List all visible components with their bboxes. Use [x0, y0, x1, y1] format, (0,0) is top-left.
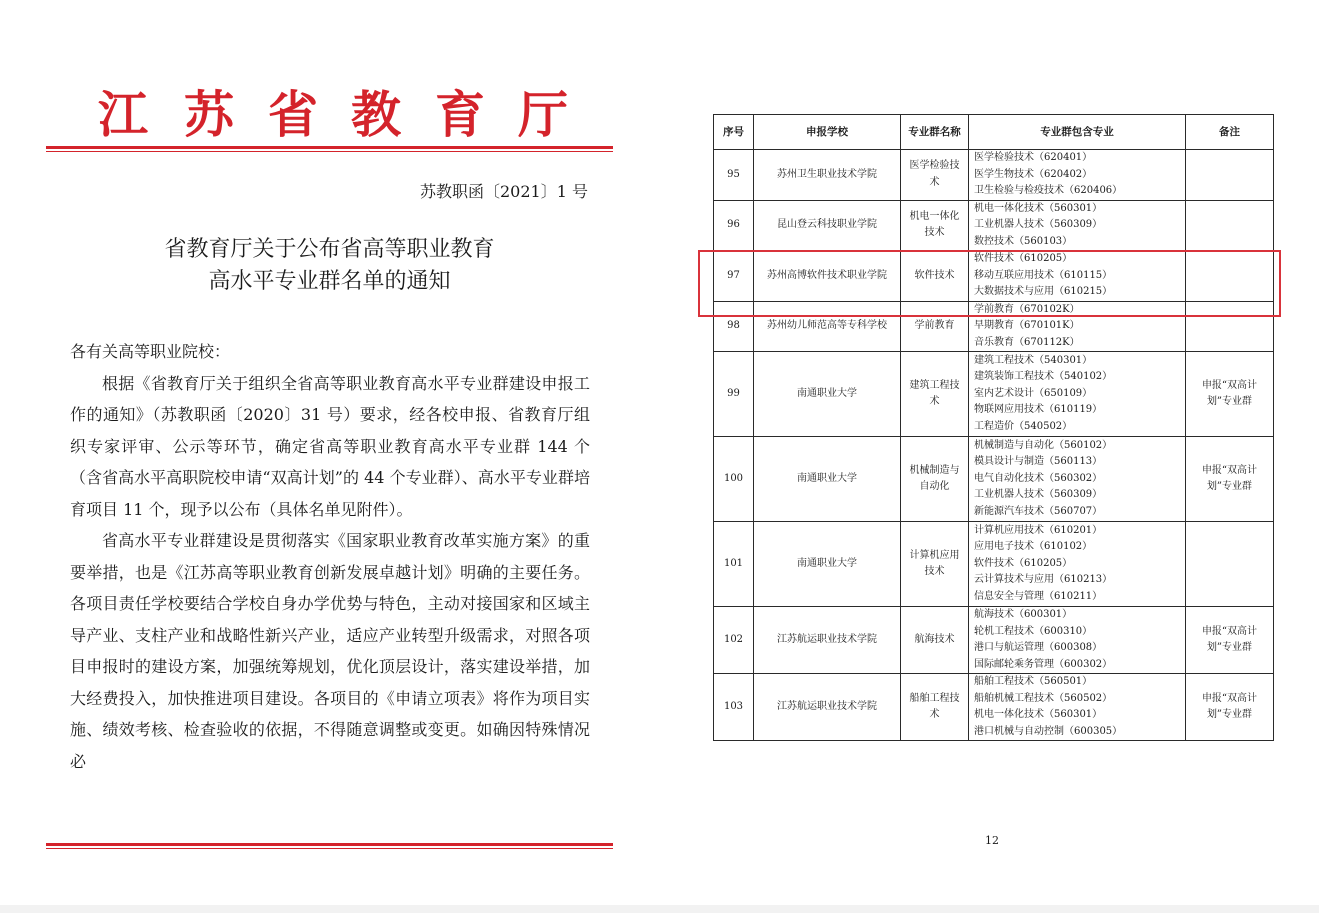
major-item: 港口机械与自动控制（600305）	[974, 725, 1123, 737]
letterhead-rule-thick	[46, 146, 613, 149]
note-cell: 申报“双高计划”专业群	[1186, 607, 1274, 674]
note-cell: 申报“双高计划”专业群	[1186, 352, 1274, 437]
major-item: 医学生物技术（620402）	[974, 168, 1093, 180]
group-name-cell: 船舶工程技术	[901, 674, 969, 741]
school-cell: 南通职业大学	[754, 352, 901, 437]
school-cell: 昆山登云科技职业学院	[754, 200, 901, 251]
specialty-group-table	[713, 114, 1274, 741]
note-cell	[1186, 522, 1274, 607]
major-item: 大数据技术与应用（610215）	[974, 286, 1113, 297]
letterhead-char: 教	[351, 85, 401, 144]
group-name-cell: 医学检验技术	[901, 150, 969, 201]
majors-cell	[969, 352, 1186, 437]
document-title	[46, 234, 613, 298]
major-item: 轮机工程技术（600310）	[974, 625, 1093, 637]
major-item: 港口与航运管理（600308）	[974, 642, 1103, 653]
group-name-cell: 建筑工程技术	[901, 352, 969, 437]
school-cell: 南通职业大学	[754, 522, 901, 607]
header-cell: 专业群包含专业	[969, 115, 1186, 150]
table-header-row	[714, 115, 1274, 150]
table-row	[714, 150, 1274, 201]
letterhead-rule-thin	[46, 151, 613, 152]
header-cell: 专业群名称	[901, 115, 969, 150]
table-body	[714, 150, 1274, 741]
major-item: 数控技术（560103）	[974, 235, 1073, 247]
document-number: 苏教职函〔2021〕1 号	[420, 182, 588, 201]
note-cell: 申报“双高计划”专业群	[1186, 674, 1274, 741]
header-cell: 序号	[714, 115, 754, 150]
note-cell: 申报“双高计划”专业群	[1186, 437, 1274, 522]
major-item: 音乐教育（670112K）	[974, 336, 1080, 348]
school-cell: 苏州幼儿师范高等专科学校	[754, 301, 901, 352]
salutation: 各有关高等职业院校：	[70, 342, 231, 361]
major-item: 医学检验技术（620401）	[974, 152, 1093, 163]
group-name-cell: 机电一体化技术	[901, 200, 969, 251]
row-number-cell: 102	[714, 607, 754, 674]
major-item: 软件技术（610205）	[974, 557, 1073, 569]
major-item: 航海技术（600301）	[974, 609, 1073, 620]
major-item: 模具设计与制造（560113）	[974, 456, 1103, 468]
table-row	[714, 674, 1274, 741]
row-number-cell: 100	[714, 437, 754, 522]
majors-cell	[969, 522, 1186, 607]
major-item: 早期教育（670101K）	[974, 320, 1080, 331]
footer-rule-thin	[46, 848, 613, 849]
header-cell: 申报学校	[754, 115, 901, 150]
major-item: 工业机器人技术（560309）	[974, 489, 1103, 501]
row-number-cell: 95	[714, 150, 754, 201]
major-item: 信息安全与管理（610211）	[974, 590, 1103, 602]
major-item: 移动互联应用技术（610115）	[974, 269, 1113, 281]
major-item: 国际邮轮乘务管理（600302）	[974, 658, 1113, 670]
major-item: 物联网应用技术（610119）	[974, 404, 1103, 416]
footer-rule-thick	[46, 843, 613, 846]
body-paragraph: 省高水平专业群建设是贯彻落实《国家职业教育改革实施方案》的重要举措，也是《江苏高等职业教育创新发展卓越计划》明确的主要任务。各项目责任学校要结合学校自身办学优势与特色，主动对接国家和区域主导产业、支柱产业和战略性新兴产业，适应产业转型升级需求，对照各项目申报时的建设方案，加强统筹规划，优化顶层设计，落实建设举措，加大经费投入，加快推进项目建设。各项目的《申请立项表》将作为项目实施、绩效考核、检查验收的依据，不得随意调整或变更。如确因特殊情况必	[70, 531, 590, 771]
table-row	[714, 522, 1274, 607]
school-cell: 苏州卫生职业技术学院	[754, 150, 901, 201]
majors-cell	[969, 150, 1186, 201]
row-number-cell: 99	[714, 352, 754, 437]
note-cell	[1186, 150, 1274, 201]
page-number: 12	[985, 834, 999, 847]
major-item: 工业机器人技术（560309）	[974, 219, 1103, 230]
highlight-box	[698, 250, 1281, 317]
row-number-cell: 101	[714, 522, 754, 607]
major-item: 计算机应用技术（610201）	[974, 524, 1103, 536]
note-cell	[1186, 200, 1274, 251]
major-item: 学前教育（670102K）	[974, 303, 1080, 315]
letterhead-title	[46, 84, 613, 146]
row-number-cell: 103	[714, 674, 754, 741]
major-item: 云计算技术与应用（610213）	[974, 574, 1113, 586]
major-item: 建筑装饰工程技术（540102）	[974, 371, 1113, 383]
school-cell: 苏州高博软件技术职业学院	[754, 251, 901, 302]
body-paragraph: 根据《省教育厅关于组织全省高等职业教育高水平专业群建设申报工作的通知》（苏教职函〔2020〕31 号）要求，经各校申报、省教育厅组织专家评审、公示等环节，确定省高等职业教育高水平专业群 144 个（含省高水平高职院校申请“双高计划”的 44 个专业群）、高水平专业群培育项目 11 个，现予以公布（具体名单见附件）。	[70, 373, 590, 519]
major-item: 建筑工程技术（540301）	[974, 354, 1093, 366]
major-item: 室内艺术设计（650109）	[974, 387, 1093, 399]
school-cell: 江苏航运职业技术学院	[754, 674, 901, 741]
majors-cell	[969, 437, 1186, 522]
major-item: 船舶工程技术（560501）	[974, 676, 1093, 687]
row-number-cell: 98	[714, 301, 754, 352]
letterhead-char: 省	[268, 85, 318, 144]
title-line: 高水平专业群名单的通知	[208, 269, 451, 294]
majors-cell	[969, 607, 1186, 674]
group-name-cell: 计算机应用技术	[901, 522, 969, 607]
group-name-cell: 机械制造与自动化	[901, 437, 969, 522]
major-item: 电气自动化技术（560302）	[974, 472, 1103, 484]
majors-cell	[969, 674, 1186, 741]
letterhead-char: 育	[435, 85, 485, 144]
major-item: 新能源汽车技术（560707）	[974, 505, 1103, 517]
major-item: 机械制造与自动化（560102）	[974, 439, 1113, 451]
table-row	[714, 200, 1274, 251]
school-cell: 南通职业大学	[754, 437, 901, 522]
major-item: 软件技术（610205）	[974, 253, 1073, 264]
group-name-cell: 学前教育	[901, 301, 969, 352]
letterhead-char: 厅	[518, 85, 568, 144]
letterhead-char: 苏	[184, 85, 234, 144]
table-row	[714, 437, 1274, 522]
school-cell: 江苏航运职业技术学院	[754, 607, 901, 674]
table-row	[714, 352, 1274, 437]
major-item: 应用电子技术（610102）	[974, 541, 1093, 553]
letterhead-char: 江	[98, 85, 148, 144]
majors-cell	[969, 200, 1186, 251]
bottom-strip	[0, 905, 1319, 913]
major-item: 工程造价（540502）	[974, 420, 1073, 432]
major-item: 卫生检验与检疫技术（620406）	[974, 185, 1123, 196]
table-row	[714, 607, 1274, 674]
group-name-cell: 软件技术	[901, 251, 969, 302]
major-item: 船舶机械工程技术（560502）	[974, 692, 1113, 704]
title-line: 省教育厅关于公布省高等职业教育	[164, 237, 495, 262]
major-item: 机电一体化技术（560301）	[974, 709, 1103, 720]
header-cell: 备注	[1186, 115, 1274, 150]
group-name-cell: 航海技术	[901, 607, 969, 674]
row-number-cell: 96	[714, 200, 754, 251]
row-number-cell: 97	[714, 251, 754, 302]
major-item: 机电一体化技术（560301）	[974, 202, 1103, 214]
document-body	[70, 336, 590, 777]
